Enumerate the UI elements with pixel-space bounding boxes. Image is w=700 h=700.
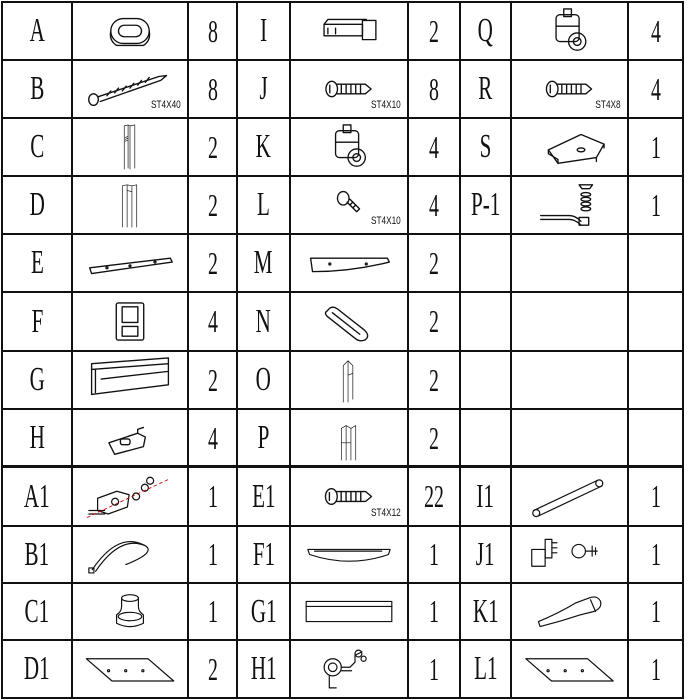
part-quantity	[189, 641, 236, 697]
part-letter	[238, 119, 289, 175]
table-gridline	[1, 525, 684, 527]
part-letter	[3, 177, 71, 233]
part-letter-text: G1	[250, 592, 277, 630]
plate-icon	[516, 645, 623, 693]
part-letter-text: J	[259, 70, 268, 107]
part-letter-text: D	[29, 186, 45, 223]
table-gridline	[1, 291, 684, 293]
table-gridline	[1, 175, 684, 177]
part-letter-text: C1	[24, 592, 50, 630]
table-gridline	[71, 1, 73, 699]
part-letter	[461, 3, 510, 59]
part-quantity	[409, 177, 459, 233]
table-gridline	[1, 465, 684, 468]
part-quantity-text: 2	[207, 650, 218, 687]
part-quantity-text: 4	[429, 128, 439, 165]
part-letter-text: E1	[251, 477, 276, 515]
part-letter	[3, 410, 71, 466]
part-letter-text: L	[257, 186, 270, 223]
part-letter-text: S	[479, 128, 492, 165]
part-letter-text: B1	[24, 535, 50, 573]
part-letter-text: I1	[476, 477, 495, 515]
part-quantity	[409, 119, 459, 175]
part-quantity-text: 2	[429, 361, 439, 398]
roller-wheel-icon	[516, 7, 623, 55]
part-quantity-text: 2	[207, 186, 218, 223]
part-letter	[3, 527, 71, 582]
part-letter-text: M	[254, 244, 273, 281]
part-letter	[238, 235, 289, 291]
part-letter	[3, 235, 71, 291]
part-letter	[461, 641, 510, 697]
part-quantity	[409, 584, 459, 639]
table-gridline	[682, 1, 684, 699]
part-quantity	[189, 3, 236, 59]
part-quantity-text: 2	[429, 419, 439, 456]
part-quantity	[189, 410, 236, 466]
part-letter-text: L1	[473, 650, 498, 687]
table-gridline	[1, 582, 684, 584]
part-letter	[461, 119, 510, 175]
rail-profile-icon	[77, 356, 183, 404]
table-gridline	[510, 1, 512, 699]
part-letter	[238, 3, 289, 59]
table-gridline	[1, 697, 684, 699]
part-letter-text: D1	[24, 650, 50, 687]
part-quantity-text: 8	[429, 70, 439, 107]
part-letter	[238, 352, 289, 408]
hand-shower-icon	[516, 588, 623, 635]
part-quantity	[189, 584, 236, 639]
part-quantity	[629, 527, 682, 582]
part-letter	[3, 641, 71, 697]
part-letter-text: H1	[250, 650, 277, 687]
oval-bracket-icon	[77, 7, 183, 55]
part-quantity	[629, 119, 682, 175]
part-letter-text: H	[29, 419, 45, 456]
part-letter	[461, 527, 510, 582]
wall-profile-icon	[77, 123, 183, 171]
part-quantity-text: 1	[429, 593, 439, 629]
part-quantity	[409, 468, 459, 525]
table-gridline	[1, 117, 684, 119]
part-letter	[3, 119, 71, 175]
part-letter-text: A1	[24, 477, 50, 515]
part-quantity-text: 2	[207, 128, 218, 165]
part-quantity-text: 2	[207, 361, 218, 398]
part-letter-text: K	[255, 128, 272, 165]
part-quantity-text: 4	[207, 419, 218, 456]
h-profile-icon	[295, 414, 403, 462]
part-quantity-text: 1	[207, 593, 218, 629]
part-quantity-text: 1	[207, 536, 218, 572]
part-quantity	[189, 235, 236, 291]
part-quantity	[409, 641, 459, 697]
part-letter	[3, 61, 71, 117]
part-quantity-text: 8	[207, 12, 218, 49]
part-quantity-text: 22	[424, 478, 444, 514]
part-quantity-text: 2	[207, 244, 218, 281]
part-letter	[3, 293, 71, 350]
part-letter	[238, 177, 289, 233]
flat-bar-icon	[77, 239, 183, 287]
door-handle-icon	[295, 297, 403, 346]
part-letter-text: Q	[477, 12, 494, 49]
table-gridline	[289, 1, 291, 699]
part-quantity-text: 1	[650, 536, 661, 572]
part-quantity	[409, 527, 459, 582]
part-letter	[461, 61, 510, 117]
part-quantity	[409, 235, 459, 291]
part-quantity-text: 8	[207, 70, 218, 107]
part-quantity-text: 1	[650, 128, 661, 165]
part-letter-text: G	[29, 361, 45, 398]
part-quantity	[189, 293, 236, 350]
part-letter-text: P-1	[470, 186, 501, 223]
table-gridline	[1, 408, 684, 410]
magnetic-strip-icon	[295, 7, 403, 55]
part-letter	[461, 584, 510, 639]
part-letter-text: I	[259, 12, 268, 49]
part-quantity-text: 1	[650, 593, 661, 629]
part-quantity-text: 4	[650, 12, 661, 49]
part-letter	[238, 61, 289, 117]
part-letter-text: F	[31, 302, 43, 340]
part-letter-text: B	[29, 70, 45, 107]
part-quantity-text: 2	[429, 244, 439, 281]
wall-outlet-elbow-icon	[295, 645, 403, 693]
channel-profile-icon	[77, 181, 183, 229]
part-letter-text: P	[257, 419, 270, 456]
bracket-and-clamp-icon	[516, 531, 623, 578]
part-letter	[238, 527, 289, 582]
part-quantity	[629, 3, 682, 59]
part-quantity	[409, 61, 459, 117]
part-letter	[238, 468, 289, 525]
table-gridline	[1, 350, 684, 352]
part-letter-text: F1	[252, 535, 275, 573]
part-quantity-text: 2	[429, 303, 439, 339]
part-letter	[3, 352, 71, 408]
part-letter	[461, 468, 510, 525]
part-quantity	[409, 293, 459, 350]
part-letter	[238, 293, 289, 350]
part-letter	[461, 177, 510, 233]
part-letter-text: J1	[476, 535, 495, 573]
part-letter-text: C	[29, 128, 45, 165]
knob-icon	[77, 588, 183, 635]
part-quantity-text: 1	[207, 478, 218, 514]
part-quantity-text: 4	[207, 303, 218, 339]
table-gridline	[1, 1, 684, 3]
part-letter-text: R	[478, 70, 493, 107]
part-letter	[3, 3, 71, 59]
part-quantity	[409, 352, 459, 408]
part-letter	[3, 468, 71, 525]
part-quantity-text: 1	[429, 650, 439, 687]
end-cap-icon	[77, 297, 183, 346]
part-quantity	[629, 468, 682, 525]
part-letter-text: A	[29, 12, 45, 49]
part-quantity	[629, 641, 682, 697]
long-flat-bar-icon	[295, 588, 403, 635]
part-letter-text: N	[255, 302, 272, 340]
part-letter	[3, 584, 71, 639]
part-quantity	[629, 177, 682, 233]
drain-trap-icon	[516, 181, 623, 229]
screw-size-label: ST4X12	[371, 507, 401, 519]
table-gridline	[1, 59, 684, 61]
screw-size-label: ST4X8	[595, 99, 621, 111]
part-quantity	[189, 119, 236, 175]
part-quantity-text: 4	[650, 70, 661, 107]
part-quantity-text: 1	[650, 186, 661, 223]
roller-wheel-icon	[295, 123, 403, 171]
part-quantity	[189, 177, 236, 233]
part-letter-text: E	[30, 244, 44, 281]
clip-icon	[77, 414, 183, 462]
part-quantity	[409, 3, 459, 59]
part-quantity	[189, 352, 236, 408]
part-quantity	[409, 410, 459, 466]
part-quantity-text: 2	[429, 12, 439, 49]
table-gridline	[1, 639, 684, 641]
part-quantity-text: 1	[429, 536, 439, 572]
plate-icon	[77, 645, 183, 693]
screw-size-label: ST4X10	[371, 99, 401, 111]
curved-handle-bar-icon	[295, 531, 403, 578]
part-letter	[238, 641, 289, 697]
table-gridline	[1, 233, 684, 235]
part-quantity	[189, 468, 236, 525]
part-letter	[238, 410, 289, 466]
shower-hose-icon	[77, 531, 183, 578]
screw-size-label: ST4X40	[151, 99, 181, 111]
part-letter	[238, 584, 289, 639]
part-quantity	[189, 527, 236, 582]
part-quantity	[189, 61, 236, 117]
part-quantity	[629, 61, 682, 117]
pipe-icon	[516, 472, 623, 521]
part-quantity-text: 1	[650, 478, 661, 514]
curved-bar-icon	[295, 239, 403, 287]
screw-size-label: ST4X10	[371, 215, 401, 227]
part-quantity	[629, 584, 682, 639]
fitting-assembly-icon	[77, 472, 183, 521]
part-letter-text: O	[255, 361, 272, 398]
part-letter-text: K1	[472, 592, 499, 630]
angle-profile-icon	[295, 356, 403, 404]
part-quantity-text: 1	[650, 650, 661, 687]
shower-tray-icon	[516, 123, 623, 171]
part-quantity-text: 4	[429, 186, 439, 223]
